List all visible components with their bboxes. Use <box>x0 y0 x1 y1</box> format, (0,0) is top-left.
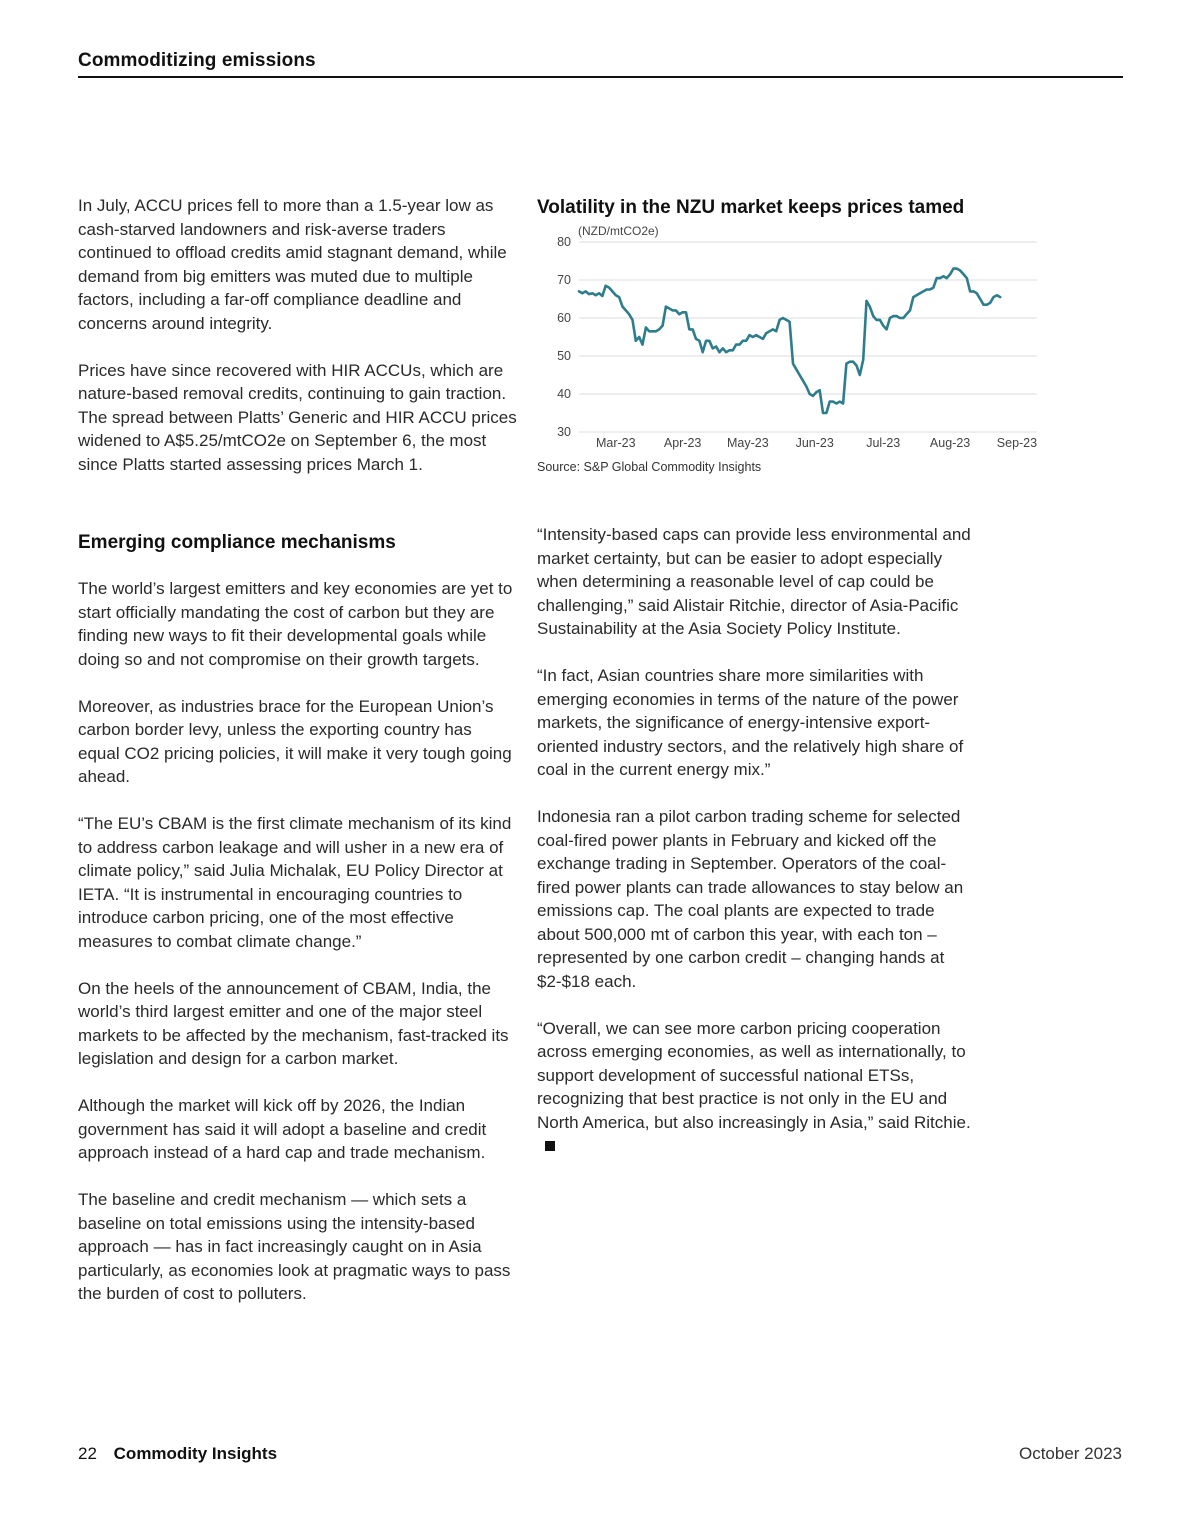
footer-left <box>78 1444 277 1464</box>
page-number: 22 <box>78 1444 97 1463</box>
y-tick-label: 50 <box>557 349 571 363</box>
x-tick-label: Jun-23 <box>795 436 834 450</box>
paragraph: Moreover, as industries brace for the European Union’s carbon border levy, unless the exporting country has equal CO2 pricing policies, it will make it very tough going ahead. <box>78 696 512 786</box>
paragraph: Although the market will kick off by 2026, the Indian government has said it will adopt a baseline and credit approach instead of a hard cap and trade mechanism. <box>78 1096 487 1162</box>
end-mark-icon <box>545 1141 555 1151</box>
y-axis-ticks <box>557 235 571 439</box>
subheading: Emerging compliance mechanisms <box>78 532 396 553</box>
y-tick-label: 60 <box>557 311 571 325</box>
nzu-price-line-chart <box>537 220 1067 456</box>
paragraph: “In fact, Asian countries share more similarities with emerging economies in terms of the nature of the power markets, the significance of energy-intensive export-oriented industry sectors, and the relatively high share of coal in the current energy mix.” <box>537 666 964 779</box>
paragraph-final <box>537 1017 977 1158</box>
x-tick-label: Jul-23 <box>866 436 901 450</box>
paragraph: In July, ACCU prices fell to more than a 1.5-year low as cash-starved landowners and risk-averse traders continued to offload credits amid stagnant demand, while demand from big emitters was muted due to multiple factors, including a far-off compliance deadline and concerns around integrity. <box>78 196 507 333</box>
footer-date: October 2023 <box>1018 1444 1122 1463</box>
paragraph: The world’s largest emitters and key economies are yet to start officially mandating the cost of carbon but they are finding new ways to fit their developmental goals while doing so and not compromise on their growth targets. <box>78 579 513 669</box>
x-axis-ticks <box>596 436 1037 450</box>
series-line-nzu-price <box>579 269 1000 413</box>
y-tick-label: 30 <box>557 425 571 439</box>
x-tick-label: Mar-23 <box>595 436 636 450</box>
chart-title: Volatility in the NZU market keeps prices tamed <box>537 197 965 218</box>
publication-brand: Commodity Insights <box>113 1444 278 1463</box>
left-column-top <box>78 194 518 500</box>
paragraph: Prices have since recovered with HIR ACCUs, which are nature-based removal credits, continuing to gain traction. The spread between Platts’ Generic and HIR ACCU prices widened to A$5.25/mtCO2e on September 6, the most since Platts started assessing prices March 1. <box>78 360 517 474</box>
paragraph: On the heels of the announcement of CBAM, India, the world’s third largest emitter and one of the major steel markets to be affected by the mechanism, fast-tracked its legislation and design for a carbon market. <box>78 978 509 1068</box>
y-tick-label: 70 <box>557 273 571 287</box>
x-tick-label: Sep-23 <box>996 436 1038 450</box>
left-column-bottom <box>78 531 518 1329</box>
paragraph: Indonesia ran a pilot carbon trading scheme for selected coal-fired power plants in February and kicked off the exchange trading in September. Operators of the coal-fired power plants can trade allowances to stay below an emissions cap. The coal plants are expected to trade about 500,000 mt of carbon this year, with each ton – represented by one carbon credit – changing hands at $2-$18 each. <box>537 807 964 991</box>
section-header <box>78 50 1123 78</box>
x-tick-label: May-23 <box>726 436 769 450</box>
paragraph: The baseline and credit mechanism — which sets a baseline on total emissions using the intensity-based approach — has in fact increasingly caught on in Asia particularly, as economies look at pragmatic ways to pass the burden of cost to polluters. <box>78 1190 511 1303</box>
y-tick-label: 80 <box>557 235 571 249</box>
section-title: Commoditizing emissions <box>78 50 316 71</box>
x-tick-label: Aug-23 <box>929 436 971 450</box>
chart-figure <box>537 196 1067 486</box>
paragraph: “The EU’s CBAM is the first climate mechanism of its kind to address carbon leakage and will usher in a new era of climate policy,” said Julia Michalak, EU Policy Director at IETA. “It is instrumental in encouraging countries to introduce carbon pricing, one of the most effective measures to combat climate change.” <box>78 814 512 951</box>
paragraph: “Intensity-based caps can provide less environmental and market certainty, but can be easier to adopt especially when determining a reasonable level of cap could be challenging,” said Alistair Ritchie, director of Asia-Pacific Sustainability at the Asia Society Policy Institute. <box>537 525 971 638</box>
right-column-bottom <box>537 523 977 1181</box>
paragraph-text: “Overall, we can see more carbon pricing cooperation across emerging economies, as well as internationally, to support development of successful national ETSs, recognizing that best practice is not only in the EU and North America, but also increasingly in Asia,” said Ritchie. <box>537 1018 971 1132</box>
y-tick-label: 40 <box>557 387 571 401</box>
y-axis-unit-label: (NZD/mtCO2e) <box>578 224 659 238</box>
x-tick-label: Apr-23 <box>663 436 702 450</box>
chart-source: Source: S&P Global Commodity Insights <box>537 460 762 474</box>
gridlines <box>579 242 1037 432</box>
